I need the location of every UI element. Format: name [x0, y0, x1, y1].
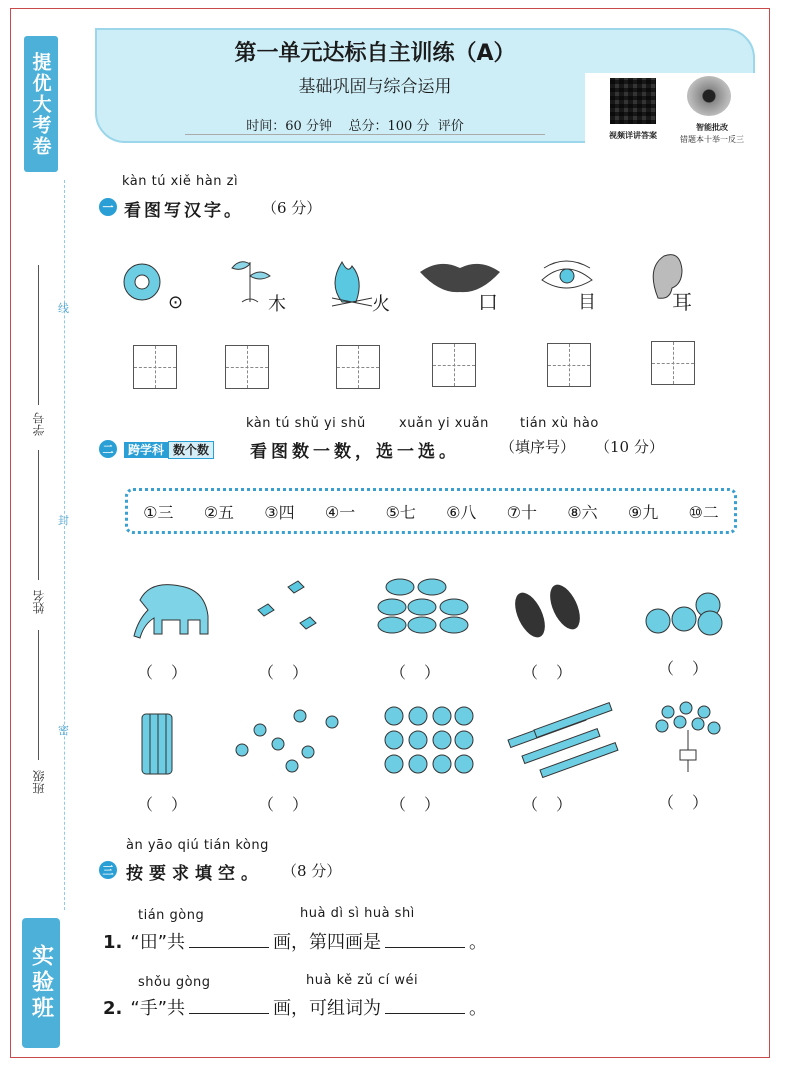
q2-end: 。: [469, 998, 488, 1019]
glyph-ear: 耳: [672, 290, 692, 314]
brand-label-top: 提优大考卷: [24, 36, 58, 172]
qr-caption-video: 视频详讲答案: [609, 131, 657, 140]
sticks-picture: [142, 714, 172, 774]
option-7: ⑦十: [506, 502, 538, 522]
header: [95, 28, 755, 143]
question-2: [103, 994, 487, 1020]
q2-pinyin-b: huà kě zǔ cí wéi: [306, 973, 419, 988]
flowers-picture: [656, 702, 720, 772]
q1-pinyin-a: tián gòng: [138, 908, 205, 923]
option-8: ⑧六: [567, 502, 598, 522]
glyph-wood: 木: [268, 294, 286, 315]
glyph-mouth: 口: [478, 290, 498, 314]
q2-number: 2.: [103, 998, 123, 1019]
answer-blank[interactable]: （）: [522, 795, 591, 814]
seal-mark-line: 线: [58, 302, 69, 315]
q1-blank-fourth-stroke[interactable]: [385, 947, 465, 948]
writing-box[interactable]: [547, 343, 591, 387]
seal-mark-seal: 封: [58, 514, 69, 527]
name-label: 姓名: [32, 590, 46, 614]
butterflies-picture: [236, 710, 338, 772]
option-6: ⑥八: [446, 502, 477, 522]
answer-blank[interactable]: （）: [522, 663, 591, 682]
section2-pinyin-choose: xuǎn yi xuǎn: [399, 416, 489, 431]
option-3: ③四: [264, 502, 295, 522]
class-label: 班级: [32, 770, 46, 794]
answer-blank[interactable]: （）: [137, 795, 206, 814]
answer-blank[interactable]: （）: [658, 659, 727, 678]
writing-box[interactable]: [651, 341, 695, 385]
qr-caption-grading: 智能批改: [696, 123, 728, 132]
glyph-eye: 目: [578, 292, 596, 313]
number-options: [125, 488, 737, 534]
section3-pinyin: àn yāo qiú tián kòng: [126, 838, 269, 853]
answer-blank[interactable]: （）: [258, 663, 327, 682]
brand-label-bottom: 实验班: [22, 918, 60, 1048]
page-title: 第一单元达标自主训练（A）: [234, 41, 516, 66]
writing-box[interactable]: [336, 345, 380, 389]
q2-blank-word[interactable]: [385, 1013, 465, 1014]
section2-pinyin-count: kàn tú shǔ yi shǔ: [246, 416, 366, 431]
option-4: ④一: [324, 502, 356, 522]
elephant-picture: [134, 585, 208, 638]
option-1: ①三: [143, 502, 174, 522]
tree-picture: [232, 262, 270, 302]
name-field[interactable]: [38, 450, 39, 580]
answer-blank[interactable]: （）: [658, 793, 727, 812]
eye-picture: [542, 261, 592, 288]
q2-part-a: “手”共: [130, 998, 186, 1019]
section1-number: 一: [99, 198, 117, 216]
sun-picture: [124, 264, 160, 300]
q2-part-b: 画，可组词为: [273, 998, 382, 1019]
q2-pinyin-a: shǒu gòng: [138, 975, 211, 990]
section3-title: 按要求填空。: [126, 864, 264, 884]
answer-blank[interactable]: （）: [137, 663, 206, 682]
qr-code-grading[interactable]: [687, 76, 731, 116]
option-5: ⑤七: [385, 502, 416, 522]
tag-counting: 数个数: [168, 441, 214, 459]
section1-pinyin: kàn tú xiě hàn zì: [122, 174, 239, 189]
rating-label: 评价: [437, 119, 464, 134]
q1-end: 。: [469, 932, 488, 953]
tag-cross-subject: 跨学科: [124, 442, 168, 458]
fire-picture: [332, 262, 372, 306]
rulers-picture: [508, 703, 618, 778]
birds-picture: [258, 581, 316, 629]
option-2: ②五: [203, 502, 235, 522]
writing-box[interactable]: [432, 343, 476, 387]
section2-title: 看图数一数，选一选。: [250, 442, 460, 462]
section3-score: （8 分）: [282, 862, 342, 880]
section2-pinyin-fill: tián xù hào: [520, 416, 599, 431]
eggplants-picture: [509, 580, 586, 642]
section3-number: 三: [99, 861, 117, 879]
section2-fill-hint: （填序号）: [500, 438, 576, 456]
section1-score: （6 分）: [262, 199, 322, 217]
counting-pictures-row2: [110, 700, 750, 790]
qr-code-video[interactable]: [610, 78, 656, 124]
section2-number: 二: [99, 440, 117, 458]
writing-box[interactable]: [133, 345, 177, 389]
leaves-picture: [378, 579, 468, 633]
glyph-fire: 火: [372, 294, 390, 315]
binding-line: [64, 180, 65, 910]
q2-blank-strokes[interactable]: [189, 1013, 269, 1014]
q1-blank-strokes[interactable]: [189, 947, 269, 948]
counting-pictures-row1: [110, 565, 750, 655]
answer-blank[interactable]: （）: [390, 795, 459, 814]
q1-part-a: “田”共: [130, 932, 186, 953]
exam-info: [95, 115, 615, 134]
seal-mark-close: 密: [58, 724, 69, 737]
time-label: 时间：60 分钟: [246, 119, 332, 134]
q1-number: 1.: [103, 932, 123, 953]
page-subtitle: 基础巩固与综合运用: [298, 77, 452, 97]
total-label: 总分：100 分: [348, 119, 430, 134]
option-9: ⑨九: [627, 502, 659, 522]
id-field[interactable]: [38, 265, 39, 405]
answer-blank[interactable]: （）: [390, 663, 459, 682]
pears-picture: [646, 593, 722, 635]
answer-blank[interactable]: （）: [258, 795, 327, 814]
section1-pictures: [110, 250, 710, 320]
section2-score: （10 分）: [595, 438, 664, 456]
writing-box[interactable]: [225, 345, 269, 389]
q1-pinyin-b: huà dì sì huà shì: [300, 906, 415, 921]
info-rule: [185, 134, 545, 135]
section1-title: 看图写汉字。: [124, 201, 244, 221]
option-10: ⑩二: [688, 502, 719, 522]
class-field[interactable]: [38, 630, 39, 760]
glyph-sun: ⊙: [168, 292, 184, 313]
qr-sub-caption: 错题本十举一反三: [680, 135, 744, 144]
section2-tags: [124, 439, 214, 458]
q1-part-b: 画，第四画是: [273, 932, 382, 953]
id-label: 学号: [32, 412, 46, 436]
peaches-picture: [385, 707, 473, 773]
question-1: [103, 928, 487, 954]
